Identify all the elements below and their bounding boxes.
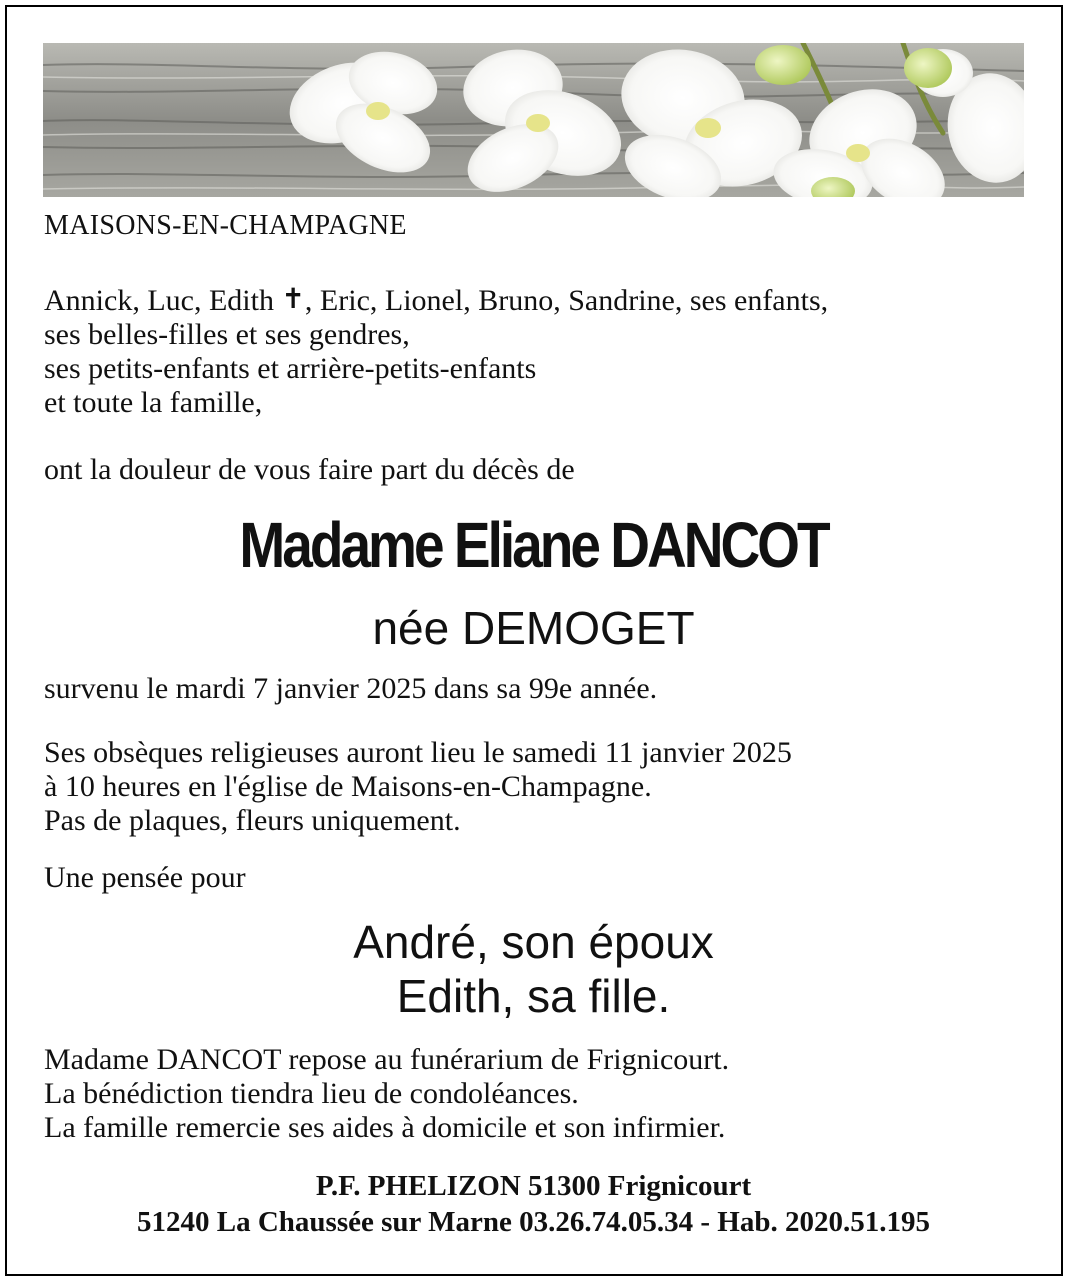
family-line: ses petits-enfants et arrière-petits-enfants bbox=[44, 352, 537, 385]
rest-line: La bénédiction tiendra lieu de condoléances. bbox=[44, 1077, 579, 1110]
family-list bbox=[44, 284, 828, 420]
deceased-name: Madame Eliane DANCOT bbox=[239, 509, 828, 581]
funeral-details bbox=[44, 736, 792, 838]
family-names-before-cross: Annick, Luc, Edith bbox=[44, 284, 282, 317]
maiden-name: née DEMOGET bbox=[372, 602, 695, 654]
funeral-line: à 10 heures en l'église de Maisons-en-Champagne. bbox=[44, 770, 652, 803]
announcement-text: ont la douleur de vous faire part du décès de bbox=[44, 453, 575, 486]
cross-icon: ✝ bbox=[281, 282, 305, 315]
rest-line: Madame DANCOT repose au funérarium de Frignicourt. bbox=[44, 1043, 730, 1076]
funeral-home-contact: 51240 La Chaussée sur Marne 03.26.74.05.34 - Hab. 2020.51.195 bbox=[137, 1206, 930, 1238]
family-names-after-cross: , Eric, Lionel, Bruno, Sandrine, ses enfants, bbox=[304, 284, 829, 317]
funeral-home-name: P.F. PHELIZON 51300 Frignicourt bbox=[315, 1170, 752, 1202]
family-line: et toute la famille, bbox=[44, 386, 263, 419]
remembered-daughter: Edith, sa fille. bbox=[396, 970, 671, 1022]
funeral-home-footer bbox=[0, 1168, 1067, 1240]
remembered-relatives bbox=[0, 915, 1067, 1023]
family-line bbox=[44, 284, 828, 318]
rest-line: La famille remercie ses aides à domicile et son infirmier. bbox=[44, 1111, 726, 1144]
funeral-line: Ses obsèques religieuses auront lieu le samedi 11 janvier 2025 bbox=[44, 736, 792, 769]
family-line: ses belles-filles et ses gendres, bbox=[44, 318, 410, 351]
town-name: MAISONS-EN-CHAMPAGNE bbox=[44, 210, 407, 241]
death-details: survenu le mardi 7 janvier 2025 dans sa 99e année. bbox=[44, 672, 658, 705]
funeral-line: Pas de plaques, fleurs uniquement. bbox=[44, 804, 461, 837]
rest-details bbox=[44, 1043, 729, 1145]
thought-intro: Une pensée pour bbox=[44, 861, 246, 894]
orchid-banner-image bbox=[43, 43, 1024, 197]
remembered-spouse: André, son époux bbox=[353, 916, 714, 968]
